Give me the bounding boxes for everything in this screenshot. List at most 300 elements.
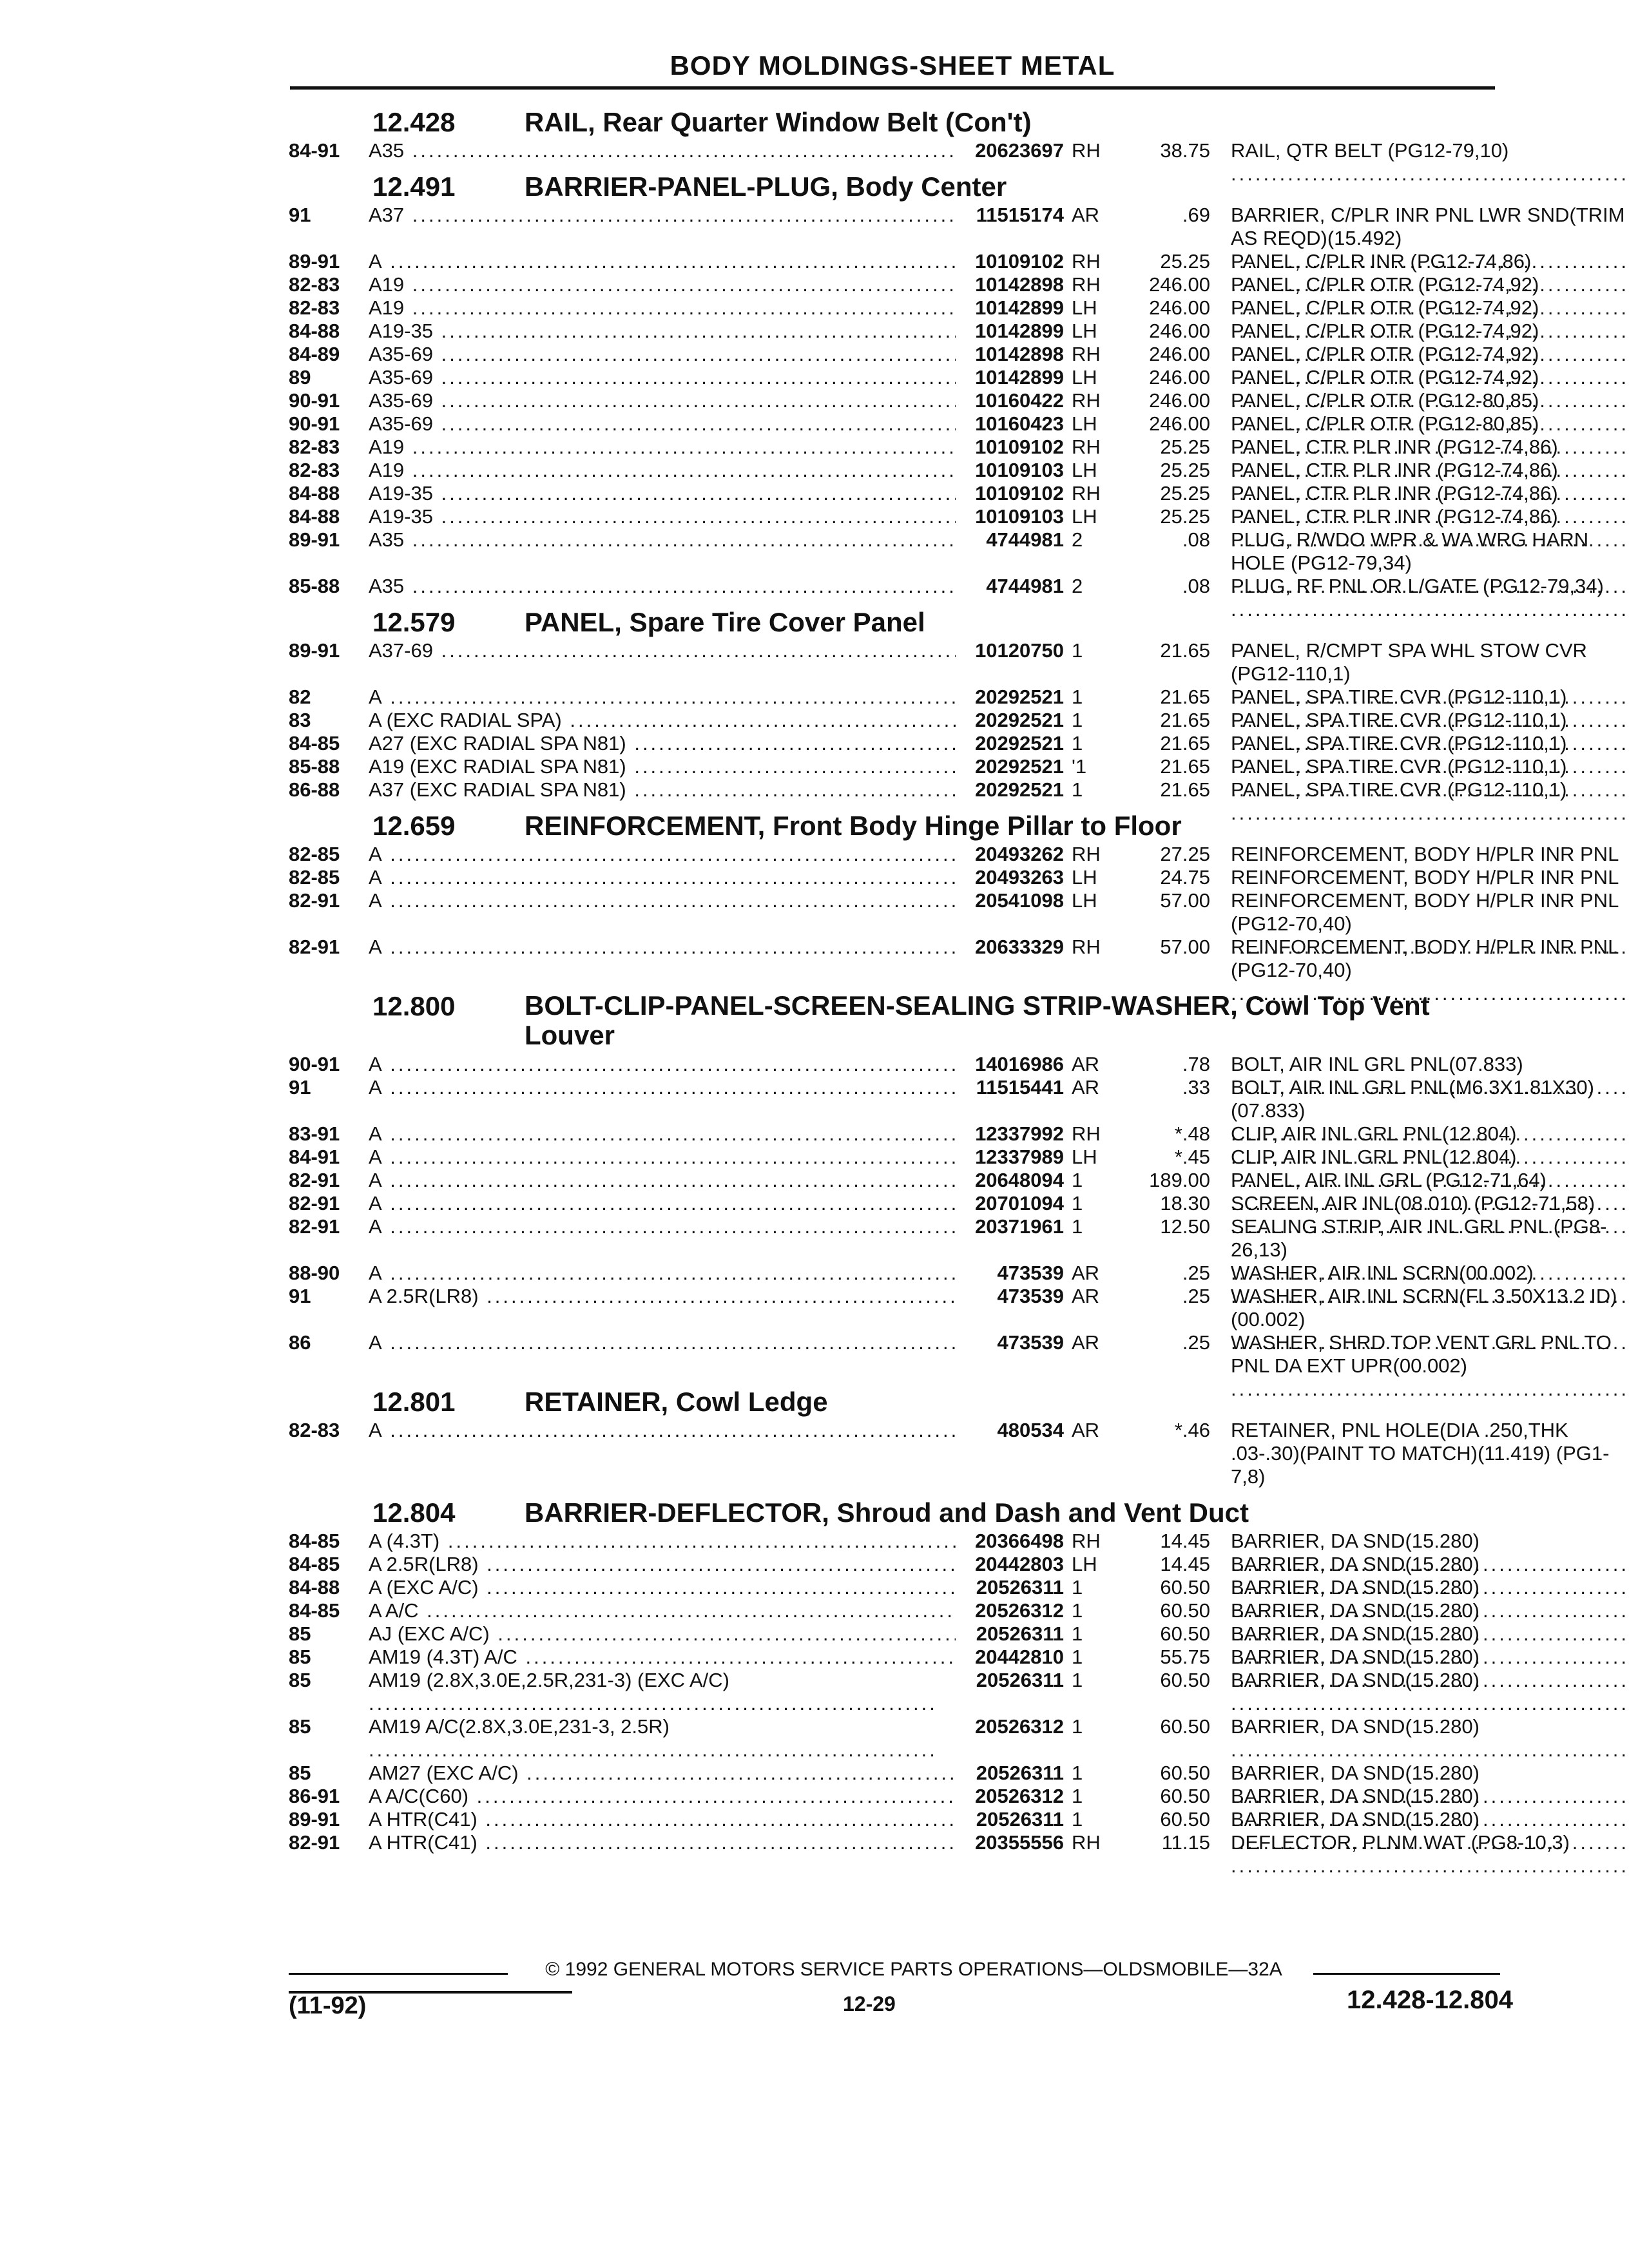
model-years: 88-90 <box>289 1262 340 1284</box>
price: 189.00 <box>1149 1169 1210 1191</box>
quantity: RH <box>1072 843 1101 865</box>
application: A ..... <box>369 1262 1007 1285</box>
part-row <box>289 204 1625 250</box>
model-years: 82-83 <box>289 1419 340 1441</box>
part-number: 20371961 <box>956 1215 1064 1238</box>
section-number: 12.579 <box>372 607 456 637</box>
price: 25.25 <box>1160 459 1210 481</box>
application: A ..... <box>369 936 1007 959</box>
quantity: 1 <box>1072 686 1083 708</box>
model-years: 82-85 <box>289 866 340 889</box>
description: WASHER, SHRD TOP VENT GRL PNL TO PNL DA EXT UPR(00.002) ..... <box>1231 1331 1629 1401</box>
application: A19 (EXC RADIAL SPA N81) ..... <box>369 755 1007 778</box>
price: 11.15 <box>1161 1831 1210 1854</box>
quantity: 1 <box>1072 1169 1083 1191</box>
model-years: 82-91 <box>289 1169 340 1191</box>
quantity: 1 <box>1072 1192 1083 1215</box>
model-years: 84-89 <box>289 343 340 365</box>
part-row <box>289 866 1619 889</box>
price: 25.25 <box>1160 250 1210 273</box>
quantity: AR <box>1072 1419 1100 1441</box>
part-number: 20442803 <box>956 1553 1064 1576</box>
model-years: 85-88 <box>289 575 340 597</box>
application: A (EXC A/C) ..... <box>369 1576 1007 1599</box>
price: *.45 <box>1174 1146 1210 1168</box>
application: A HTR(C41) ..... <box>369 1831 1007 1854</box>
part-number: 20366498 <box>956 1530 1064 1553</box>
quantity: RH <box>1072 936 1101 958</box>
model-years: 83-91 <box>289 1122 340 1145</box>
part-row <box>289 1762 1513 1785</box>
application: AM19 (2.8X,3.0E,2.5R,231-3) (EXC A/C) ..... <box>369 1669 936 1715</box>
description: PANEL, SPA TIRE CVR (PG12-110,1) ..... <box>1231 686 1629 732</box>
price: 246.00 <box>1149 273 1210 296</box>
parts-listing <box>289 98 1625 1854</box>
footer-section-range: 12.428-12.804 <box>1346 1986 1513 2014</box>
quantity: 1 <box>1072 1669 1083 1691</box>
part-row <box>289 686 1567 709</box>
model-years: 82 <box>289 686 311 708</box>
quantity: RH <box>1072 1831 1101 1854</box>
part-number: 10109102 <box>956 250 1064 273</box>
part-number: 473539 <box>956 1285 1064 1308</box>
model-years: 89-91 <box>289 1808 340 1831</box>
section-title: PANEL, Spare Tire Cover Panel <box>525 607 925 637</box>
part-number: 20623697 <box>956 139 1064 162</box>
section-number: 12.804 <box>372 1497 456 1528</box>
model-years: 84-91 <box>289 1146 340 1168</box>
price: 246.00 <box>1149 296 1210 319</box>
application: A35 ..... <box>369 575 1007 598</box>
model-years: 89-91 <box>289 639 340 662</box>
price: 18.30 <box>1160 1192 1210 1215</box>
part-number: 11515174 <box>956 204 1064 227</box>
part-number: 10142899 <box>956 366 1064 389</box>
description: PANEL, C/PLR INR (PG12-74,86) ..... <box>1231 250 1629 296</box>
section-number: 12.801 <box>372 1387 456 1417</box>
model-years: 91 <box>289 204 311 226</box>
part-number: 10109102 <box>956 482 1064 505</box>
page-header: BODY MOLDINGS-SHEET METAL <box>670 50 1115 81</box>
model-years: 90-91 <box>289 389 340 412</box>
part-row <box>289 1331 1612 1378</box>
quantity: 1 <box>1072 1576 1083 1599</box>
price: 60.50 <box>1160 1622 1210 1645</box>
description: PLUG, RF PNL OR L/GATE (PG12-79,34) ..... <box>1231 575 1629 621</box>
part-number: 12337992 <box>956 1122 1064 1146</box>
description: BARRIER, DA SND(15.280) ..... <box>1231 1622 1629 1669</box>
model-years: 85 <box>289 1646 311 1668</box>
price: 21.65 <box>1160 755 1210 778</box>
part-row <box>289 1122 1517 1146</box>
model-years: 86 <box>289 1331 311 1354</box>
model-years: 82-83 <box>289 459 340 481</box>
model-years: 91 <box>289 1285 311 1307</box>
quantity: LH <box>1072 366 1097 389</box>
part-row <box>289 1053 1523 1076</box>
header-rule <box>290 86 1495 90</box>
application: A ..... <box>369 1122 1007 1146</box>
part-row <box>289 755 1567 778</box>
section-number: 12.800 <box>372 991 456 1021</box>
description: DEFLECTOR, PLNM WAT (PG8-10,3) ..... <box>1231 1831 1629 1878</box>
part-row <box>289 732 1567 755</box>
description: BARRIER, DA SND(15.280) ..... <box>1231 1808 1629 1854</box>
description: BOLT, AIR INL GRL PNL(07.833) ..... <box>1231 1053 1629 1099</box>
quantity: 1 <box>1072 1762 1083 1784</box>
description: REINFORCEMENT, BODY H/PLR INR PNL <box>1231 866 1619 889</box>
application: A 2.5R(LR8) ..... <box>369 1553 1007 1576</box>
description: PANEL, CTR PLR INR (PG12-74,86) ..... <box>1231 436 1629 482</box>
application: A37-69 ..... <box>369 639 1007 662</box>
description: PANEL, C/PLR OTR (PG12-80,85) ..... <box>1231 412 1629 459</box>
section-title: REINFORCEMENT, Front Body Hinge Pillar to Floor <box>525 811 1182 841</box>
description: PANEL, SPA TIRE CVR (PG12-110,1) ..... <box>1231 732 1629 778</box>
quantity: AR <box>1072 1285 1100 1307</box>
part-row <box>289 528 1589 575</box>
quantity: RH <box>1072 273 1101 296</box>
model-years: 83 <box>289 709 311 731</box>
quantity: RH <box>1072 250 1101 273</box>
part-number: 20526311 <box>956 1762 1064 1785</box>
section-title: BARRIER-DEFLECTOR, Shroud and Dash and Vent Duct <box>525 1497 1249 1528</box>
part-number: 10160422 <box>956 389 1064 412</box>
application: A37 (EXC RADIAL SPA N81) ..... <box>369 778 1007 802</box>
description: CLIP, AIR INL GRL PNL(12.804) ..... <box>1231 1122 1629 1169</box>
description: BARRIER, DA SND(15.280) ..... <box>1231 1576 1629 1622</box>
description: WASHER, AIR INL SCRN(FL 3.50X13.2 ID) (00.002) ..... <box>1231 1285 1629 1354</box>
part-row <box>289 366 1539 389</box>
footer-page-number: 12-29 <box>843 1992 896 2015</box>
quantity: 2 <box>1072 575 1083 597</box>
description: PANEL, SPA TIRE CVR (PG12-110,1) ..... <box>1231 709 1629 755</box>
application: AM19 A/C(2.8X,3.0E,231-3, 2.5R) ..... <box>369 1715 936 1762</box>
part-number: 20355556 <box>956 1831 1064 1854</box>
part-number: 20292521 <box>956 755 1064 778</box>
part-row <box>289 343 1539 366</box>
part-number: 10142899 <box>956 320 1064 343</box>
model-years: 85 <box>289 1715 311 1738</box>
part-number: 20442810 <box>956 1646 1064 1669</box>
part-row <box>289 1669 1513 1715</box>
price: *.46 <box>1174 1419 1210 1441</box>
application: A19-35 ..... <box>369 505 1007 528</box>
price: .08 <box>1182 575 1210 597</box>
model-years: 84-88 <box>289 1576 340 1599</box>
part-row <box>289 412 1539 436</box>
part-row <box>289 1715 1513 1762</box>
part-row <box>289 1808 1513 1831</box>
part-row <box>289 436 1558 459</box>
application: A ..... <box>369 1053 1007 1076</box>
model-years: 84-88 <box>289 505 340 528</box>
part-row <box>289 639 1587 686</box>
application: A19 ..... <box>369 459 1007 482</box>
price: 60.50 <box>1160 1715 1210 1738</box>
price: 21.65 <box>1160 732 1210 754</box>
description: PANEL, CTR PLR INR (PG12-74,86) ..... <box>1231 482 1629 528</box>
application: A ..... <box>369 250 1007 273</box>
model-years: 89-91 <box>289 528 340 551</box>
part-number: 20526312 <box>956 1785 1064 1808</box>
description: SCREEN, AIR INL(08.010) (PG12-71,58) ..... <box>1231 1192 1629 1238</box>
application: A ..... <box>369 1076 1007 1099</box>
part-number: 20526312 <box>956 1599 1064 1622</box>
application: A ..... <box>369 1215 1007 1238</box>
page-footer <box>289 1959 1513 2036</box>
model-years: 82-91 <box>289 1192 340 1215</box>
part-row <box>289 1785 1513 1808</box>
application: A HTR(C41) ..... <box>369 1808 1007 1831</box>
part-number: 20526311 <box>956 1808 1064 1831</box>
application: A A/C ..... <box>369 1599 1007 1622</box>
quantity: LH <box>1072 505 1097 528</box>
price: 25.25 <box>1160 482 1210 505</box>
part-row <box>289 1419 1610 1488</box>
description: REINFORCEMENT, BODY H/PLR INR PNL (PG12-70,40) ..... <box>1231 936 1629 1005</box>
price: 246.00 <box>1149 366 1210 389</box>
part-number: 10109102 <box>956 436 1064 459</box>
quantity: 1 <box>1072 1785 1083 1807</box>
part-row <box>289 459 1558 482</box>
part-row <box>289 778 1567 802</box>
model-years: 91 <box>289 1076 311 1099</box>
application: AM19 (4.3T) A/C ..... <box>369 1646 1007 1669</box>
application: A ..... <box>369 866 1007 889</box>
application: A ..... <box>369 1146 1007 1169</box>
application: A ..... <box>369 1169 1007 1192</box>
description: BARRIER, DA SND(15.280) ..... <box>1231 1715 1629 1762</box>
description: PANEL, CTR PLR INR (PG12-74,86) ..... <box>1231 505 1629 552</box>
description: PLUG, R/WDO WPR & WA WRG HARN HOLE (PG12-79,34) ..... <box>1231 528 1629 598</box>
application: A19-35 ..... <box>369 482 1007 505</box>
quantity: RH <box>1072 1122 1101 1145</box>
quantity: 1 <box>1072 1715 1083 1738</box>
part-row <box>289 889 1619 936</box>
part-number: 473539 <box>956 1262 1064 1285</box>
part-row <box>289 843 1619 866</box>
part-row <box>289 575 1604 598</box>
part-row <box>289 320 1539 343</box>
application: A35-69 ..... <box>369 343 1007 366</box>
quantity: AR <box>1072 1262 1100 1284</box>
price: 21.65 <box>1160 709 1210 731</box>
part-number: 14016986 <box>956 1053 1064 1076</box>
quantity: AR <box>1072 1331 1100 1354</box>
section-title: BARRIER-PANEL-PLUG, Body Center <box>525 171 1007 202</box>
quantity: 1 <box>1072 709 1083 731</box>
quantity: LH <box>1072 320 1097 342</box>
model-years: 84-85 <box>289 1530 340 1552</box>
description: PANEL, R/CMPT SPA WHL STOW CVR (PG12-110,1) ..... <box>1231 639 1629 709</box>
model-years: 90-91 <box>289 412 340 435</box>
part-row <box>289 1530 1513 1553</box>
price: 55.75 <box>1160 1646 1210 1668</box>
price: 57.00 <box>1160 936 1210 958</box>
part-number: 20292521 <box>956 686 1064 709</box>
part-row <box>289 482 1558 505</box>
quantity: LH <box>1072 1146 1097 1168</box>
part-row <box>289 1146 1517 1169</box>
part-number: 20292521 <box>956 709 1064 732</box>
quantity: LH <box>1072 459 1097 481</box>
part-row <box>289 139 1513 162</box>
model-years: 82-83 <box>289 436 340 458</box>
price: 60.50 <box>1160 1576 1210 1599</box>
description: BARRIER, DA SND(15.280) ..... <box>1231 1553 1629 1599</box>
part-row <box>289 936 1619 982</box>
description: PANEL, C/PLR OTR (PG12-74,92) ..... <box>1231 320 1629 366</box>
application: A35 ..... <box>369 139 1007 162</box>
quantity: LH <box>1072 866 1097 889</box>
part-number: 20493262 <box>956 843 1064 866</box>
part-number: 10142898 <box>956 273 1064 296</box>
part-row <box>289 1285 1617 1331</box>
part-number: 10142898 <box>956 343 1064 366</box>
description: PANEL, AIR INL GRL (PG12-71,64) ..... <box>1231 1169 1629 1215</box>
quantity: RH <box>1072 389 1101 412</box>
part-number: 10142899 <box>956 296 1064 320</box>
quantity: LH <box>1072 296 1097 319</box>
quantity: 1 <box>1072 1646 1083 1668</box>
quantity: 1 <box>1072 1599 1083 1622</box>
part-number: 10109103 <box>956 505 1064 528</box>
description: PANEL, C/PLR OTR (PG12-74,92) ..... <box>1231 343 1629 389</box>
model-years: 90-91 <box>289 1053 340 1075</box>
price: 246.00 <box>1149 389 1210 412</box>
price: 21.65 <box>1160 639 1210 662</box>
price: 14.45 <box>1160 1553 1210 1575</box>
part-row <box>289 296 1539 320</box>
application: A35-69 ..... <box>369 412 1007 436</box>
application: AJ (EXC A/C) ..... <box>369 1622 1007 1646</box>
model-years: 84-91 <box>289 139 340 162</box>
quantity: LH <box>1072 1553 1097 1575</box>
part-number: 20526311 <box>956 1669 1064 1692</box>
section-heading <box>289 991 1513 1053</box>
description: PANEL, C/PLR OTR (PG12-80,85) ..... <box>1231 389 1629 436</box>
price: 60.50 <box>1160 1808 1210 1831</box>
description: BARRIER, DA SND(15.280) ..... <box>1231 1669 1629 1715</box>
application: A ..... <box>369 889 1007 912</box>
description: CLIP, AIR INL GRL PNL(12.804) ..... <box>1231 1146 1629 1192</box>
model-years: 85-88 <box>289 755 340 778</box>
description: REINFORCEMENT, BODY H/PLR INR PNL <box>1231 843 1619 865</box>
price: .69 <box>1182 204 1210 226</box>
description: WASHER, AIR INL SCRN(00.002) ..... <box>1231 1262 1629 1308</box>
part-number: 480534 <box>956 1419 1064 1442</box>
section-number: 12.659 <box>372 811 456 841</box>
price: 25.25 <box>1160 436 1210 458</box>
quantity: 1 <box>1072 778 1083 801</box>
model-years: 82-91 <box>289 936 340 958</box>
application: A (4.3T) ..... <box>369 1530 1007 1553</box>
section-heading <box>289 1387 1513 1419</box>
part-number: 4744981 <box>956 575 1064 598</box>
application: A 2.5R(LR8) ..... <box>369 1285 1007 1308</box>
section-heading <box>289 107 1513 139</box>
description: BARRIER, DA SND(15.280) ..... <box>1231 1530 1629 1576</box>
price: 60.50 <box>1160 1599 1210 1622</box>
price: 21.65 <box>1160 778 1210 801</box>
footer-date: (11-92) <box>289 1992 367 2019</box>
part-number: 20648094 <box>956 1169 1064 1192</box>
price: 246.00 <box>1149 320 1210 342</box>
part-number: 473539 <box>956 1331 1064 1354</box>
part-number: 20633329 <box>956 936 1064 959</box>
part-row <box>289 1215 1607 1262</box>
section-number: 12.428 <box>372 107 456 137</box>
section-number: 12.491 <box>372 171 456 202</box>
price: *.48 <box>1174 1122 1210 1145</box>
model-years: 84-85 <box>289 1553 340 1575</box>
description: BARRIER, C/PLR INR PNL LWR SND(TRIM AS REQD)(15.492) ..... <box>1231 204 1629 273</box>
part-number: 10160423 <box>956 412 1064 436</box>
section-heading <box>289 1497 1513 1530</box>
quantity: '1 <box>1072 755 1087 778</box>
quantity: 1 <box>1072 732 1083 754</box>
application: AM27 (EXC A/C) ..... <box>369 1762 1007 1785</box>
application: A19 ..... <box>369 296 1007 320</box>
part-row <box>289 273 1539 296</box>
quantity: 1 <box>1072 1622 1083 1645</box>
application: A ..... <box>369 843 1007 866</box>
footer-copyright: © 1992 GENERAL MOTORS SERVICE PARTS OPERATIONS—OLDSMOBILE—32A <box>545 1959 1282 1980</box>
part-number: 20292521 <box>956 778 1064 802</box>
application: A (EXC RADIAL SPA) ..... <box>369 709 1007 732</box>
section-title: RAIL, Rear Quarter Window Belt (Con't) <box>525 107 1032 137</box>
quantity: RH <box>1072 1530 1101 1552</box>
quantity: 1 <box>1072 639 1083 662</box>
section-title: RETAINER, Cowl Ledge <box>525 1387 828 1417</box>
application: A35-69 ..... <box>369 389 1007 412</box>
model-years: 82-83 <box>289 273 340 296</box>
part-number: 4744981 <box>956 528 1064 552</box>
part-row <box>289 1076 1594 1122</box>
section-heading <box>289 811 1513 843</box>
application: A19 ..... <box>369 273 1007 296</box>
price: 60.50 <box>1160 1785 1210 1807</box>
application: A35 ..... <box>369 528 1007 552</box>
part-row <box>289 250 1532 273</box>
model-years: 82-91 <box>289 1831 340 1854</box>
model-years: 85 <box>289 1762 311 1784</box>
section-heading <box>289 171 1513 204</box>
application: A ..... <box>369 686 1007 709</box>
quantity: 1 <box>1072 1215 1083 1238</box>
footer-rule-left <box>289 1973 508 1975</box>
price: 246.00 <box>1149 343 1210 365</box>
model-years: 84-85 <box>289 732 340 754</box>
description: REINFORCEMENT, BODY H/PLR INR PNL (PG12-70,40) ..... <box>1231 889 1629 959</box>
part-row <box>289 1169 1547 1192</box>
part-row <box>289 1646 1513 1669</box>
model-years: 85 <box>289 1669 311 1691</box>
quantity: AR <box>1072 1053 1100 1075</box>
part-number: 20526311 <box>956 1622 1064 1646</box>
quantity: LH <box>1072 889 1097 912</box>
part-number: 20541098 <box>956 889 1064 912</box>
price: .25 <box>1182 1262 1210 1284</box>
part-row <box>289 1599 1513 1622</box>
application: A19 ..... <box>369 436 1007 459</box>
model-years: 89-91 <box>289 250 340 273</box>
price: 60.50 <box>1160 1669 1210 1691</box>
model-years: 85 <box>289 1622 311 1645</box>
quantity: RH <box>1072 343 1101 365</box>
part-number: 11515441 <box>956 1076 1064 1099</box>
price: .78 <box>1182 1053 1210 1075</box>
